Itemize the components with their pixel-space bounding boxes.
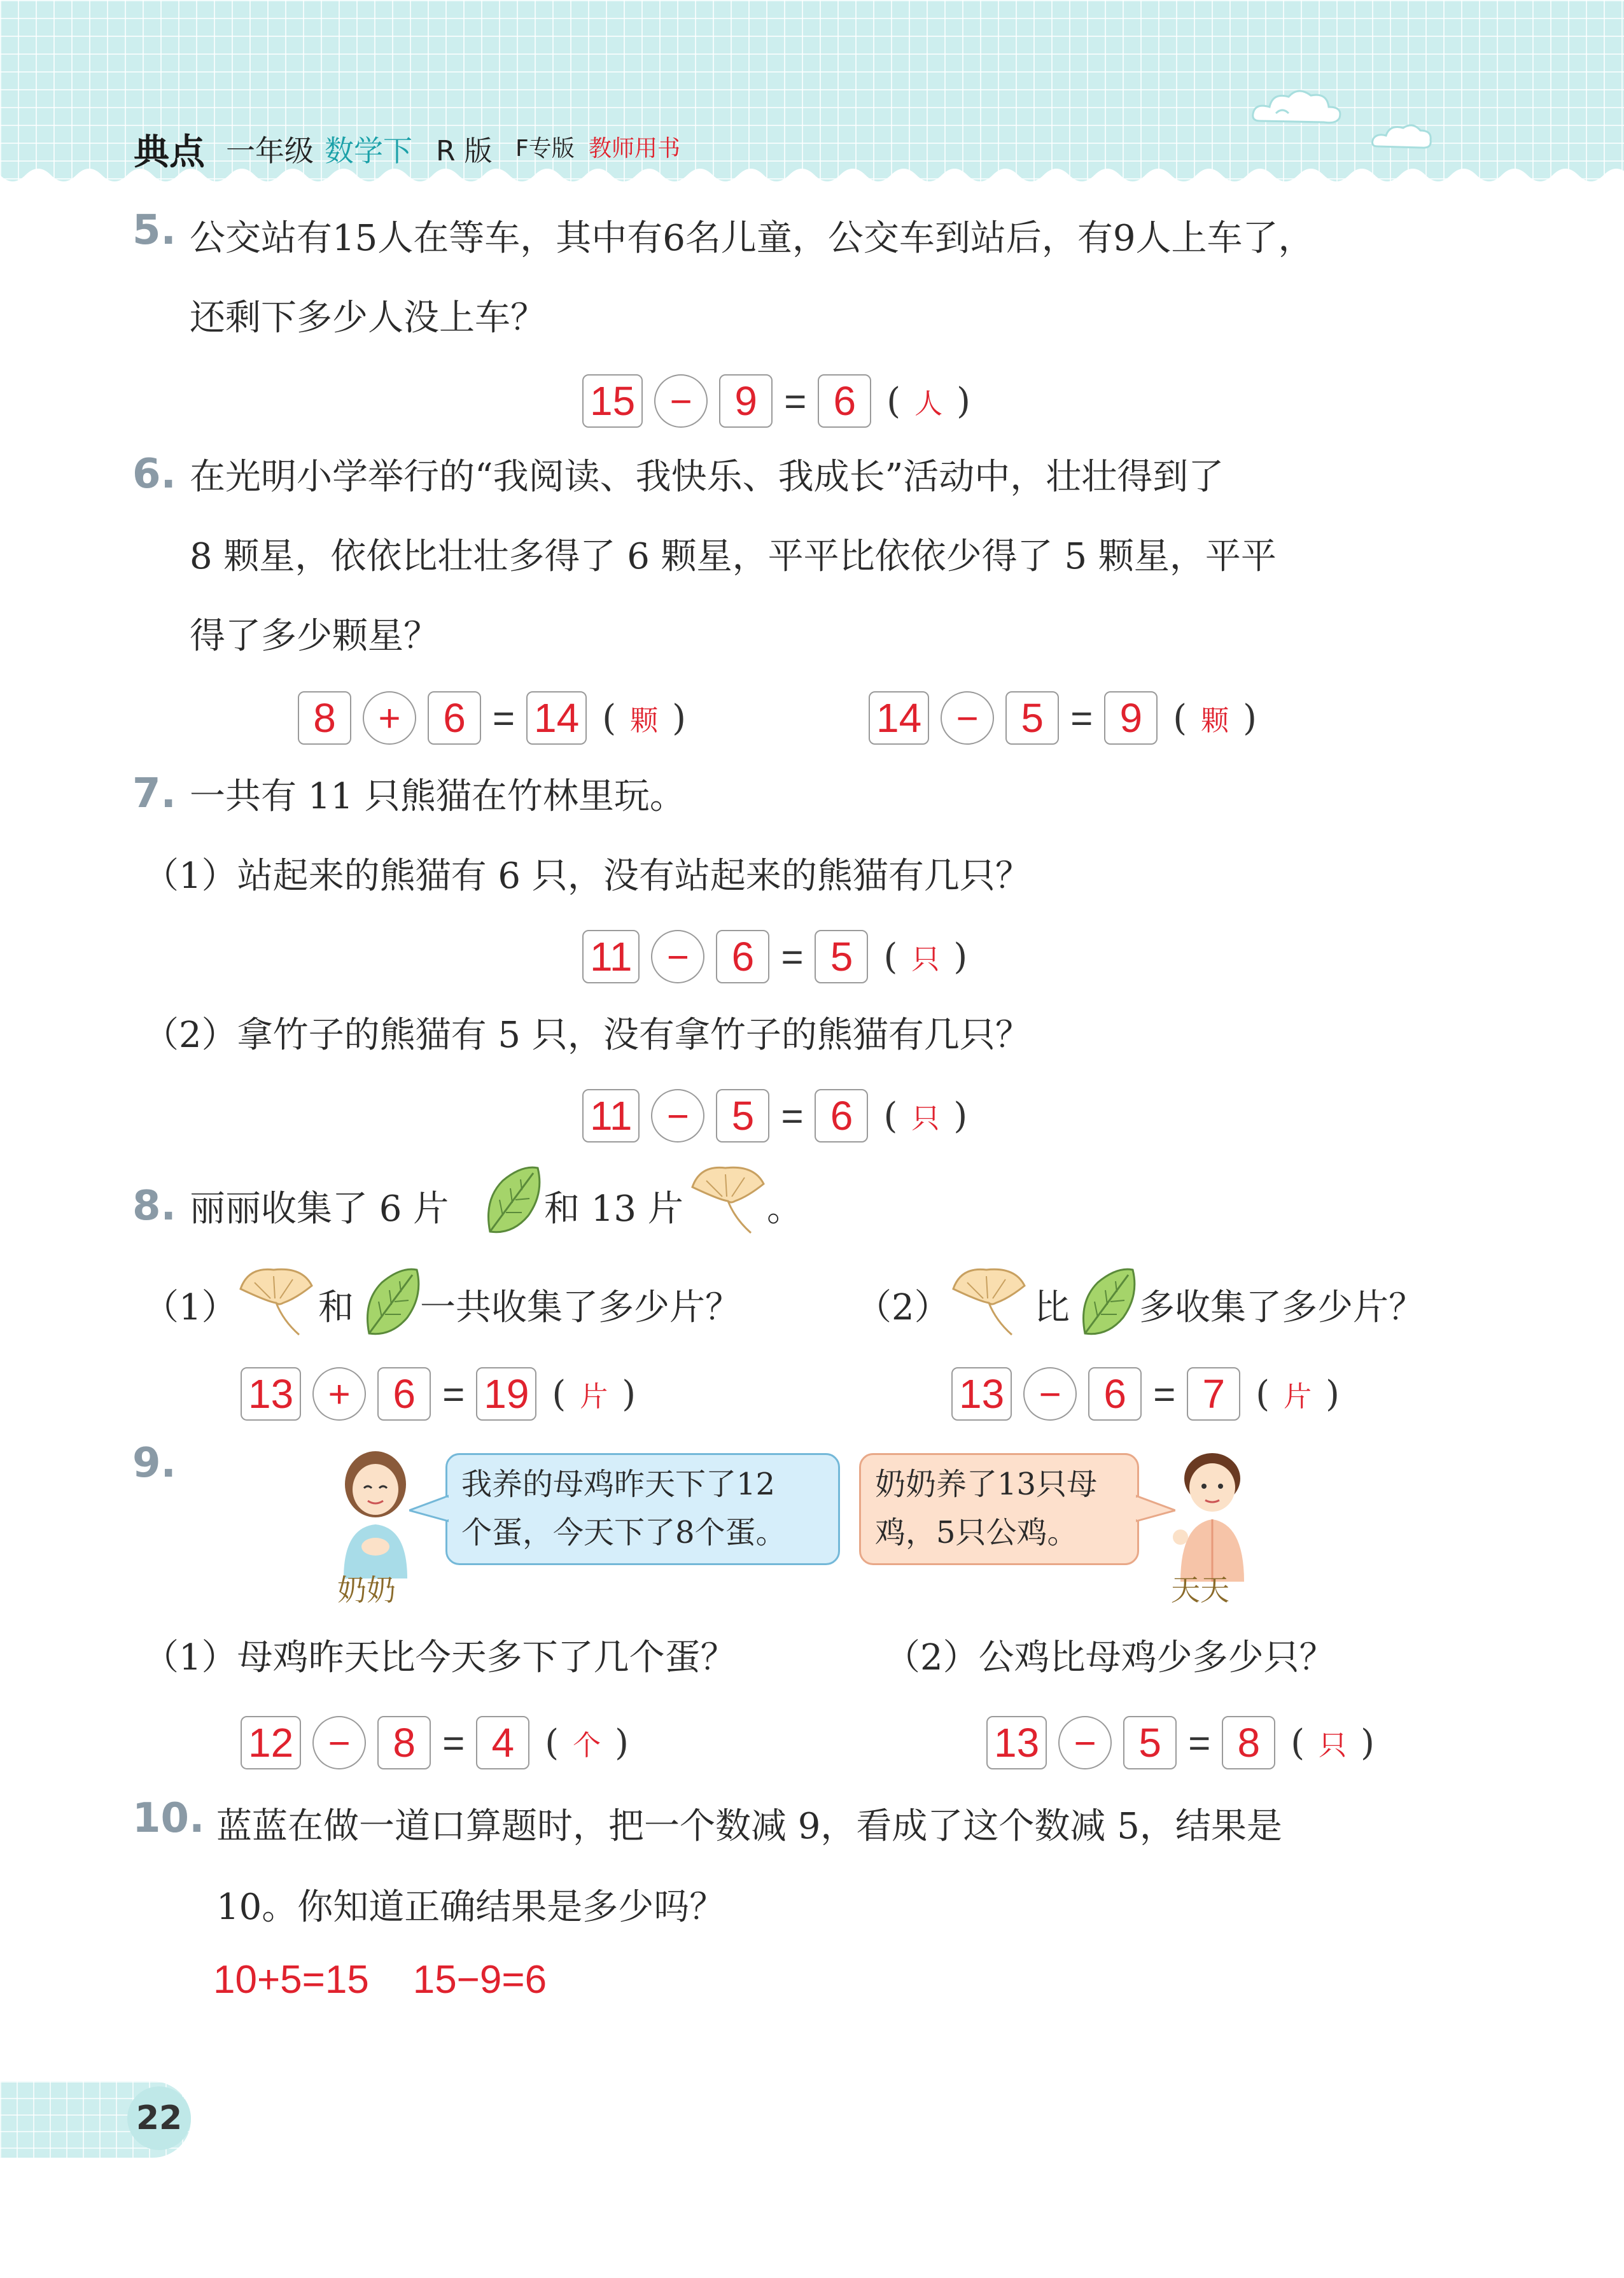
result-box: 5: [815, 930, 868, 983]
operator-circle: −: [651, 1089, 704, 1143]
cloud-icon: [1247, 83, 1349, 134]
operand-box: 6: [428, 691, 481, 745]
equals-sign: =: [442, 1721, 465, 1764]
operand-box: 5: [1005, 691, 1059, 745]
equation: [298, 689, 686, 747]
question-text: 10。你知道正确结果是多少吗？: [216, 1887, 725, 1928]
question-number: 5.: [132, 207, 176, 254]
operand-box: 15: [582, 374, 643, 428]
operator-circle: −: [1058, 1716, 1112, 1769]
question-text: 还剩下多少人没上车？: [190, 297, 546, 339]
question-number: 10.: [132, 1795, 205, 1842]
sub-question: （1）站起来的熊猫有 6 只，没有站起来的熊猫有几只？: [143, 855, 1031, 897]
equation: [241, 1365, 636, 1423]
question-text: 一共有 11 只熊猫在竹林里玩。: [190, 776, 685, 817]
tiantian-illustration: [1165, 1442, 1260, 1582]
header-edition: R 版: [436, 135, 493, 167]
sub-question: 一共收集了多少片？: [420, 1287, 741, 1328]
question-text: 在光明小学举行的“我阅读、我快乐、我成长”活动中，壮壮得到了: [190, 456, 1224, 498]
sub-question: （2）: [856, 1287, 950, 1328]
sub-question: （2）拿竹子的熊猫有 5 只，没有拿竹子的熊猫有几只？: [143, 1015, 1031, 1056]
equals-sign: =: [784, 379, 807, 423]
ginkgo-leaf-icon: [687, 1162, 770, 1238]
grandma-label: 奶奶: [337, 1573, 396, 1607]
question-number: 7.: [132, 770, 176, 817]
equals-sign: =: [1188, 1721, 1211, 1764]
result-box: 4: [476, 1716, 529, 1769]
equation: [986, 1714, 1375, 1771]
sub-question: 比: [1034, 1287, 1070, 1328]
operator-circle: +: [312, 1367, 366, 1421]
unit-label: ( 颗 ): [1173, 697, 1257, 739]
header-subject: 数学下: [325, 134, 412, 168]
equals-sign: =: [781, 935, 804, 978]
unit-label: ( 颗 ): [602, 697, 686, 739]
unit-value: 只: [1319, 1729, 1347, 1762]
operand-box: 13: [951, 1367, 1012, 1421]
bubble-line: 奶奶养了13只母: [875, 1466, 1098, 1502]
sub-question: （1）: [143, 1287, 237, 1328]
result-box: 6: [815, 1089, 868, 1143]
operand-box: 6: [377, 1367, 431, 1421]
bubble-line: 我养的母鸡昨天下了12: [461, 1466, 776, 1502]
green-leaf-icon: [356, 1263, 426, 1340]
unit-value: 颗: [630, 704, 659, 737]
question-text: 8 颗星，依依比壮壮多得了 6 颗星，平平比依依少得了 5 颗星，平平: [190, 536, 1277, 577]
operand-box: 5: [1123, 1716, 1177, 1769]
equation: [241, 1714, 629, 1771]
unit-value: 片: [1284, 1380, 1312, 1413]
operand-box: 11: [582, 1089, 640, 1143]
operator-circle: −: [654, 374, 708, 428]
result-box: 19: [476, 1367, 536, 1421]
equation: [582, 1087, 967, 1144]
ginkgo-leaf-icon: [948, 1263, 1031, 1340]
operand-box: 8: [298, 691, 351, 745]
green-leaf-icon: [1072, 1263, 1142, 1340]
operator-circle: −: [1023, 1367, 1077, 1421]
unit-value: 只: [911, 1102, 940, 1135]
operator-circle: −: [312, 1716, 366, 1769]
header-special: F专版: [515, 136, 575, 162]
bubble-tail: [409, 1493, 449, 1524]
question-number: 6.: [132, 451, 176, 498]
operand-box: 14: [869, 691, 929, 745]
question-text: 。: [767, 1188, 802, 1230]
operand-box: 8: [377, 1716, 431, 1769]
sub-question: （1）母鸡昨天比今天多下了几个蛋？: [143, 1637, 736, 1678]
tiantian-label: 天天: [1171, 1573, 1229, 1607]
result-box: 6: [818, 374, 871, 428]
equals-sign: =: [1153, 1372, 1176, 1416]
result-box: 7: [1187, 1367, 1240, 1421]
sub-question: 和: [318, 1287, 354, 1328]
equation: [582, 928, 967, 985]
unit-label: ( 片 ): [552, 1373, 636, 1415]
green-leaf-icon: [477, 1162, 547, 1238]
unit-value: 只: [911, 943, 940, 976]
grandma-illustration: [331, 1445, 420, 1578]
operand-box: 12: [241, 1716, 301, 1769]
unit-label: ( 只 ): [883, 1095, 968, 1137]
operand-box: 11: [582, 930, 640, 983]
unit-label: ( 个 ): [545, 1722, 629, 1764]
speech-bubble-tiantian: [859, 1453, 1139, 1565]
question-number: 9.: [132, 1440, 176, 1487]
equals-sign: =: [781, 1094, 804, 1137]
equation: [582, 372, 970, 430]
equals-sign: =: [442, 1372, 465, 1416]
page-number: 22: [127, 2086, 191, 2150]
question-text: 丽丽收集了 6 片: [190, 1188, 449, 1230]
unit-value: 个: [573, 1729, 601, 1762]
result-box: 14: [526, 691, 587, 745]
operator-circle: −: [651, 930, 704, 983]
operator-circle: −: [941, 691, 994, 745]
bubble-line: 鸡，5只公鸡。: [875, 1515, 1078, 1550]
sub-question: 多收集了多少片？: [1139, 1287, 1424, 1328]
header-wave-border: [0, 169, 1624, 194]
unit-label: ( 片 ): [1256, 1373, 1340, 1415]
header-grade: 一年级: [226, 134, 314, 168]
question-text: 得了多少颗星？: [190, 615, 439, 657]
equals-sign: =: [493, 696, 515, 740]
sub-question: （2）公鸡比母鸡少多少只？: [885, 1637, 1335, 1678]
unit-label: ( 只 ): [1291, 1722, 1375, 1764]
question-number: 8.: [132, 1183, 176, 1230]
operand-box: 13: [241, 1367, 301, 1421]
result-box: 8: [1222, 1716, 1275, 1769]
equals-sign: =: [1070, 696, 1093, 740]
question-text: 和 13 片: [544, 1188, 683, 1230]
unit-label: ( 只 ): [883, 936, 968, 978]
unit-value: 片: [580, 1380, 608, 1413]
bubble-line: 个蛋，今天下了8个蛋。: [461, 1515, 787, 1550]
equation: [951, 1365, 1340, 1423]
operand-box: 9: [719, 374, 773, 428]
equation: [869, 689, 1257, 747]
speech-bubble-grandma: [445, 1453, 840, 1565]
operator-circle: +: [363, 691, 416, 745]
header-teacher-book: 教师用书: [589, 136, 681, 162]
question-text: 公交站有15人在等车，其中有6名儿童，公交车到站后，有9人上车了，: [190, 218, 1314, 259]
unit-value: 颗: [1201, 704, 1229, 737]
answer-text: 10+5=15 15−9=6: [213, 1958, 547, 2002]
question-text: 蓝蓝在做一道口算题时，把一个数减 9，看成了这个数减 5，结果是: [216, 1806, 1282, 1847]
operand-box: 6: [1088, 1367, 1142, 1421]
result-box: 9: [1104, 691, 1158, 745]
cloud-icon: [1368, 118, 1438, 156]
unit-value: 人: [914, 387, 943, 420]
logo: 典点: [134, 132, 205, 173]
operand-box: 6: [716, 930, 769, 983]
ginkgo-leaf-icon: [235, 1263, 318, 1340]
unit-label: ( 人 ): [886, 380, 970, 422]
operand-box: 13: [986, 1716, 1047, 1769]
operand-box: 5: [716, 1089, 769, 1143]
